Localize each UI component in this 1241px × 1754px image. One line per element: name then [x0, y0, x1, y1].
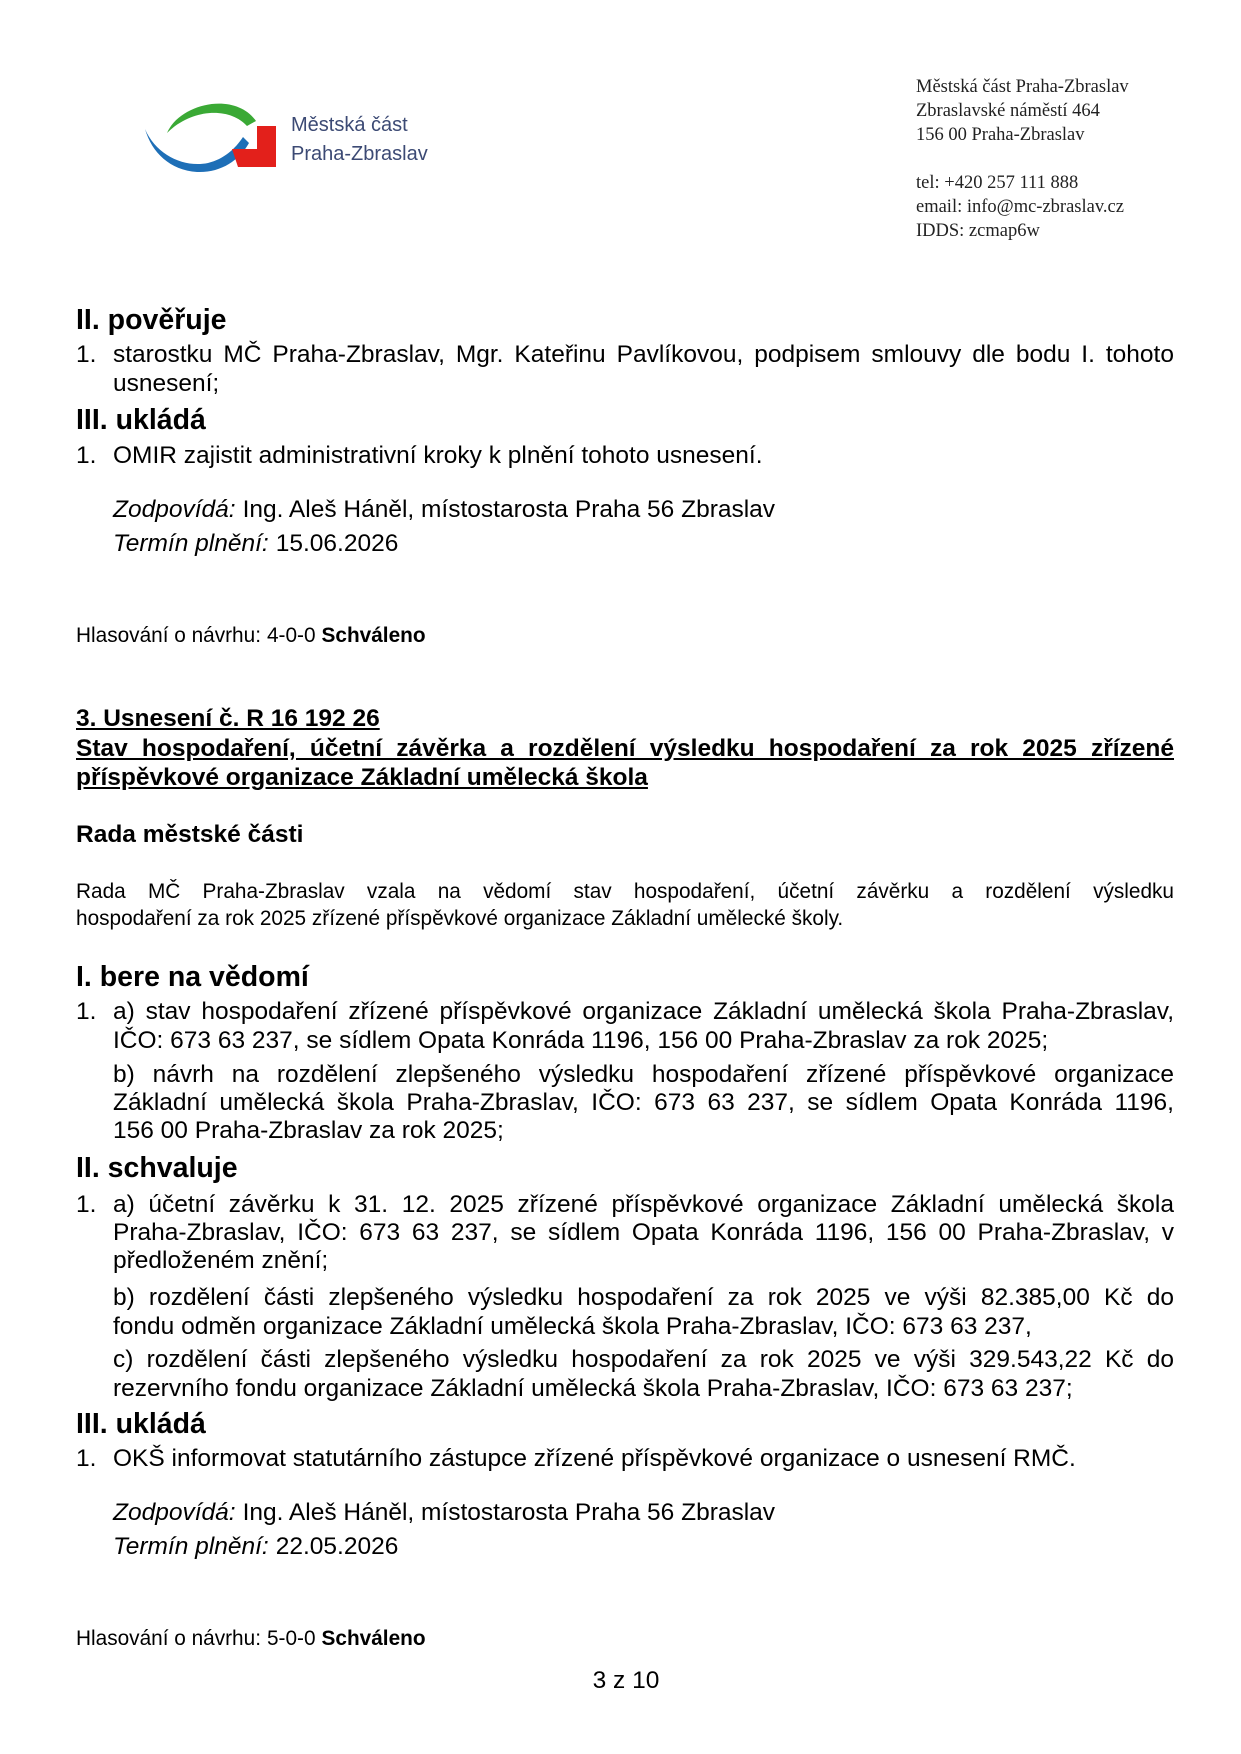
section-heading-uklada: III. ukládá — [76, 404, 206, 436]
text-line: OKŠ informovat statutárního zástupce zřízené příspěvkové organizace o usnesení RMČ. — [113, 1445, 1076, 1472]
section-heading-uklada: III. ukládá — [76, 1408, 206, 1440]
vote-count: 5-0-0 — [266, 1627, 316, 1650]
item-text — [113, 442, 1174, 471]
municipality-logo-icon — [140, 93, 285, 173]
item-number: 1. — [76, 1445, 97, 1472]
phone-line: tel: +420 257 111 888 — [916, 173, 1079, 193]
address-line: 156 00 Praha-Zbraslav — [916, 125, 1085, 145]
resolution-number: 3. Usnesení č. R 16 192 26 — [76, 705, 380, 732]
resolution-title — [76, 734, 1174, 792]
contact-block — [916, 171, 1124, 243]
vote-label: Hlasování o návrhu: — [76, 624, 261, 647]
section-heading-schvaluje: II. schvaluje — [76, 1152, 238, 1184]
text-line: usnesení; — [113, 369, 220, 397]
intro-paragraph — [76, 878, 1174, 932]
item-text — [113, 1445, 1174, 1474]
item-number: 1. — [76, 998, 97, 1025]
item-text — [113, 341, 1174, 398]
text-line: IČO: 673 63 237, se sídlem Opata Konráda 1196, 156 00 Praha-Zbraslav za rok 2025; — [113, 1026, 1049, 1054]
responsible-label: Zodpovídá: — [113, 496, 236, 523]
title-line: Stav hospodaření, účetní závěrka a rozdělení výsledku hospodaření za rok 2025 zřízené — [76, 735, 1174, 762]
text-line: a) účetní závěrku k 31. 12. 2025 zřízené příspěvkové organizace Základní umělecká škola — [113, 1191, 1174, 1218]
data-box-line: IDDS: zcmap6w — [916, 221, 1040, 241]
vote-status: Schváleno — [321, 624, 426, 647]
list-item — [76, 442, 1174, 471]
responsible-value: Ing. Aleš Háněl, místostarosta Praha 56 Zbraslav — [242, 496, 776, 523]
section-heading-poveruje: II. pověřuje — [76, 304, 227, 336]
list-item — [76, 1191, 1174, 1275]
list-item — [76, 1445, 1174, 1474]
vote-label: Hlasování o návrhu: — [76, 1627, 261, 1650]
item-text — [113, 998, 1174, 1055]
logo-text-line2: Praha-Zbraslav — [291, 143, 428, 165]
text-line: Praha-Zbraslav, IČO: 673 63 237, se sídlem Opata Konráda 1196, 156 00 Praha-Zbraslav, v — [113, 1219, 1174, 1246]
text-line: fondu odměn organizace Základní umělecká škola Praha-Zbraslav, IČO: 673 63 237, — [113, 1313, 1032, 1340]
address-block — [916, 75, 1129, 147]
responsible-person — [113, 1499, 775, 1528]
text-line: 156 00 Praha-Zbraslav za rok 2025; — [113, 1117, 504, 1144]
deadline-label: Termín plnění: — [113, 1533, 269, 1560]
text-line: b) rozdělení části zlepšeného výsledku hospodaření za rok 2025 ve výši 82.385,00 Kč do — [113, 1284, 1174, 1311]
text-line: a) stav hospodaření zřízené příspěvkové organizace Základní umělecká škola Praha-Zbraslav, — [113, 998, 1174, 1025]
text-line: b) návrh na rozdělení zlepšeného výsledku hospodaření zřízené příspěvkové organizace — [113, 1061, 1174, 1088]
list-item — [76, 998, 1174, 1055]
item-number: 1. — [76, 442, 97, 469]
vote-result — [76, 1627, 426, 1651]
section-heading-bere: I. bere na vědomí — [76, 961, 309, 993]
sub-item-c — [113, 1345, 1174, 1403]
address-line: Městská část Praha-Zbraslav — [916, 77, 1129, 97]
deadline-value: 15.06.2026 — [275, 530, 399, 557]
deadline — [113, 530, 398, 559]
email-line: email: info@mc-zbraslav.cz — [916, 197, 1124, 217]
council-heading: Rada městské části — [76, 821, 304, 848]
text-line: starostku MČ Praha-Zbraslav, Mgr. Kateřinu Pavlíkovou, podpisem smlouvy dle bodu I. tohoto — [113, 341, 1174, 368]
vote-status: Schváleno — [321, 1627, 426, 1650]
logo-green-arc — [167, 104, 256, 133]
responsible-label: Zodpovídá: — [113, 1499, 236, 1526]
text-line: Rada MČ Praha-Zbraslav vzala na vědomí stav hospodaření, účetní závěrku a rozdělení výsledku — [76, 880, 1174, 903]
responsible-value: Ing. Aleš Háněl, místostarosta Praha 56 Zbraslav — [242, 1499, 776, 1526]
item-text — [113, 1191, 1174, 1275]
responsible-person — [113, 496, 775, 525]
text-line: předloženém znění; — [113, 1247, 329, 1274]
deadline-value: 22.05.2026 — [275, 1533, 399, 1560]
address-line: Zbraslavské náměstí 464 — [916, 101, 1100, 121]
item-number: 1. — [76, 341, 97, 368]
text-line: rezervního fondu organizace Základní umělecká škola Praha-Zbraslav, IČO: 673 63 237; — [113, 1375, 1073, 1402]
item-number: 1. — [76, 1191, 97, 1218]
deadline-label: Termín plnění: — [113, 530, 269, 557]
sub-item-b — [113, 1283, 1174, 1341]
text-line: c) rozdělení části zlepšeného výsledku hospodaření za rok 2025 ve výši 329.543,22 Kč do — [113, 1346, 1174, 1373]
text-line: hospodaření za rok 2025 zřízené příspěvkové organizace Základní umělecké školy. — [76, 907, 844, 930]
page-number: 3 z 10 — [592, 1667, 660, 1694]
text-line: OMIR zajistit administrativní kroky k plnění tohoto usnesení. — [113, 442, 763, 469]
logo-wordmark — [291, 111, 428, 169]
title-line: příspěvkové organizace Základní umělecká škola — [76, 764, 648, 791]
deadline — [113, 1533, 398, 1562]
sub-item-b — [113, 1061, 1174, 1145]
list-item — [76, 341, 1174, 398]
vote-count: 4-0-0 — [266, 624, 316, 647]
vote-result — [76, 624, 426, 648]
text-line: Základní umělecká škola Praha-Zbraslav, IČO: 673 63 237, se sídlem Opata Konráda 1196, — [113, 1089, 1174, 1116]
logo-text-line1: Městská část — [291, 114, 408, 136]
